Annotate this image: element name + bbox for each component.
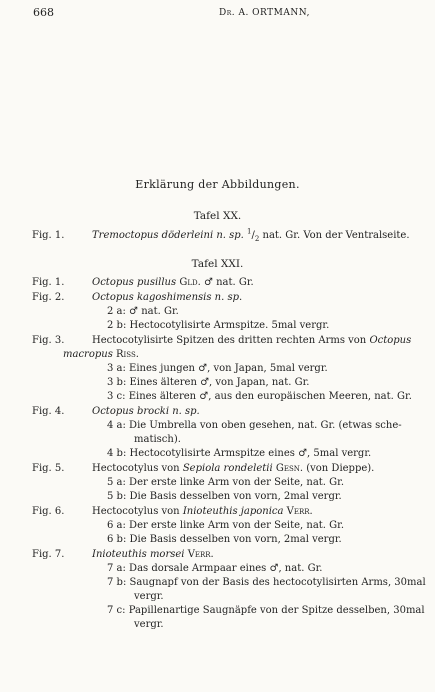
fig-label: Fig. 7. [32, 549, 65, 560]
fig5-sub-b: 5 b: Die Basis desselben von vorn, 2mal vergr. [107, 491, 342, 502]
species-name: Octopus brocki n. sp. [92, 406, 200, 417]
fig5-sub-a: 5 a: Der erste linke Arm von der Seite, nat. Gr. [107, 477, 345, 488]
page-header [33, 7, 413, 21]
fig4-sub-b: 4 b: Hectocotylisirte Armspitze eines ♂, 5mal vergr. [107, 448, 372, 459]
tafel-xxi-fig2 [32, 292, 242, 304]
fig-label: Fig. 6. [32, 506, 65, 517]
fig3-continuation [63, 349, 139, 361]
fig-text: Hectocotylisirte Spitzen des dritten rechten Arms von [92, 335, 367, 346]
fig-label: Fig. 1. [32, 277, 65, 288]
fig7-sub-b: 7 b: Saugnapf von der Basis des hectocotylisirten Arms, 30mal [107, 577, 426, 588]
fig3-sub-c: 3 c: Eines älteren ♂, aus den europäischen Meeren, nat. Gr. [107, 391, 412, 402]
species-name: Octopus pusillus [92, 277, 177, 288]
fig-label: Fig. 1. [32, 230, 65, 241]
species-name: Inioteuthis japonica [182, 506, 284, 517]
author-name: Verr. [187, 549, 214, 560]
page-number: 668 [33, 6, 54, 19]
tafel-xxi-fig6 [32, 506, 313, 518]
running-head: Dr. A. ORTMANN, [219, 8, 310, 18]
tafel-xxi-fig5 [32, 463, 374, 475]
fraction-numerator: 1 [247, 227, 252, 236]
fig-text: (von Dieppe). [306, 463, 375, 474]
fig-label: Fig. 5. [32, 463, 65, 474]
species-name: Tremoctopus döderleini n. sp. [92, 230, 244, 241]
fig7-sub-b-cont: vergr. [134, 591, 164, 602]
species-name: macropus [63, 349, 113, 360]
fraction-denominator: 2 [254, 235, 260, 243]
species-name: Inioteuthis morsei [92, 549, 185, 560]
fig4-sub-a: 4 a: Die Umbrella von oben gesehen, nat. Gr. (etwas sche- [107, 420, 402, 431]
fig3-sub-b: 3 b: Eines älteren ♂, von Japan, nat. Gr. [107, 377, 310, 388]
fig3-sub-a: 3 a: Eines jungen ♂, von Japan, 5mal vergr. [107, 363, 328, 374]
fig4-sub-a-cont: matisch). [134, 434, 181, 445]
tafel-xxi-fig7 [32, 549, 214, 561]
species-name: Sepiola rondeletii [182, 463, 273, 474]
tafel-xxi-fig3 [32, 335, 411, 347]
fig2-sub-b: 2 b: Hectocotylisirte Armspitze. 5mal vergr. [107, 320, 330, 331]
tafel-xxi-heading: Tafel XXI. [191, 258, 244, 270]
fig7-sub-c-cont: vergr. [134, 619, 164, 630]
author-name: Gesn. [275, 463, 304, 474]
fig-label: Fig. 4. [32, 406, 65, 417]
fig-label: Fig. 3. [32, 335, 65, 346]
fig6-sub-b: 6 b: Die Basis desselben von vorn, 2mal vergr. [107, 534, 342, 545]
fig2-sub-a: 2 a: ♂ nat. Gr. [107, 306, 179, 317]
fig-text: nat. Gr. Von der Ventralseite. [262, 230, 410, 241]
fig-text: Hectocotylus von [92, 463, 180, 474]
tafel-xx-heading: Tafel XX. [193, 210, 242, 222]
fig-text: ♂ nat. Gr. [203, 277, 254, 288]
author-name: Verr. [286, 506, 313, 517]
species-name: Octopus [369, 335, 412, 346]
tafel-xxi-fig1 [32, 277, 254, 289]
fig6-sub-a: 6 a: Der erste linke Arm von der Seite, nat. Gr. [107, 520, 345, 531]
tafel-xxi-fig4 [32, 406, 200, 418]
fig-label: Fig. 2. [32, 292, 65, 303]
section-title: Erklärung der Abbildungen. [135, 178, 300, 191]
fig7-sub-c: 7 c: Papillenartige Saugnäpfe von der Spitze desselben, 30mal [107, 605, 425, 616]
tafel-xx-fig1: Fig. 1. Tremoctopus döderleini n. sp. $^1/_2$ nat. Gr. Von der Ventralseite. [32, 227, 410, 243]
species-name: Octopus kagoshimensis n. sp. [92, 292, 243, 303]
author-name: Gld. [179, 277, 201, 288]
author-name: Riss. [116, 349, 139, 360]
fig-text: Hectocotylus von [92, 506, 180, 517]
fig7-sub-a: 7 a: Das dorsale Armpaar eines ♂, nat. Gr. [107, 563, 323, 574]
